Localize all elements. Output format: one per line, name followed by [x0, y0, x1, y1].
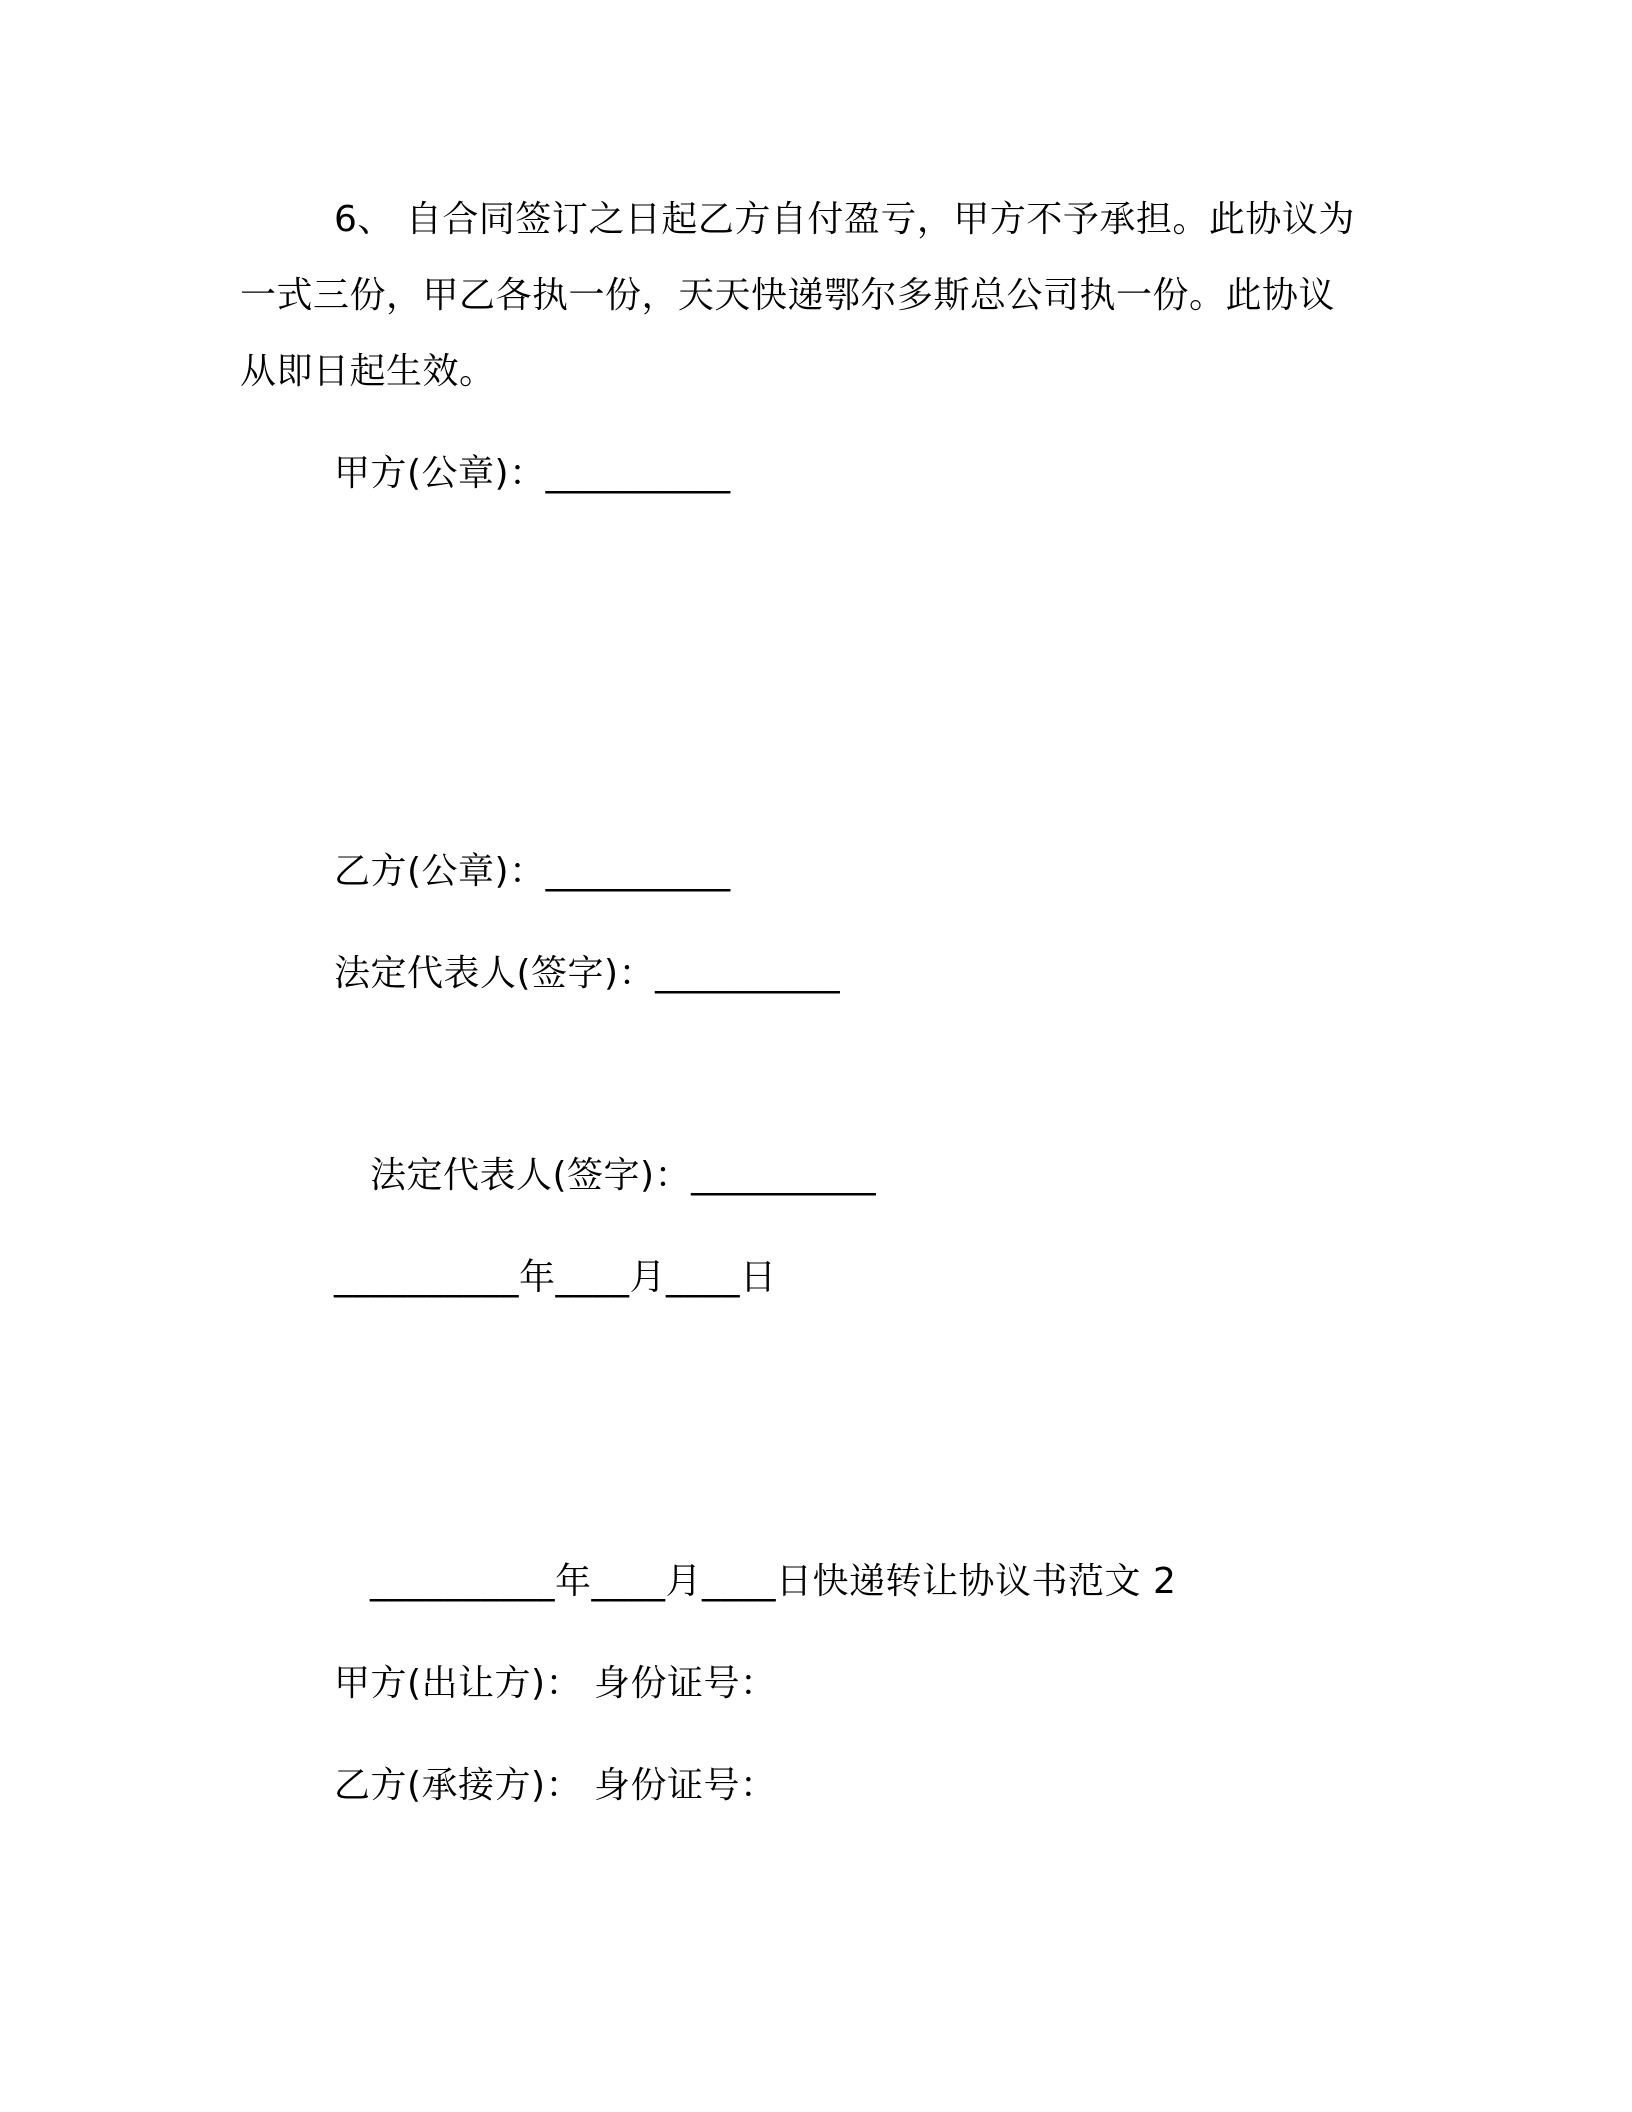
sample-2-title: __________年____月____日快递转让协议书范文 2 [370, 1561, 1177, 1602]
date-line: __________年____月____日 [334, 1257, 777, 1298]
transferor-line: 甲方(出让方)： 身份证号： [334, 1663, 777, 1704]
transferee-line: 乙方(承接方)： 身份证号： [334, 1765, 777, 1806]
party-a-seal-line: 甲方(公章)：__________ [334, 453, 731, 494]
clause-6-line-2: 一式三份，甲乙各执一份，天天快递鄂尔多斯总公司执一份。此协议 [240, 275, 1336, 316]
legal-representative-line-1: 法定代表人(签字)：__________ [334, 953, 841, 994]
clause-6-line-3: 从即日起生效。 [240, 351, 496, 392]
legal-representative-line-2: 法定代表人(签字)：__________ [370, 1155, 877, 1196]
party-b-seal-line: 乙方(公章)：__________ [334, 851, 731, 892]
clause-6-line-1: 6、 自合同签订之日起乙方自付盈亏，甲方不予承担。此协议为 [334, 199, 1355, 240]
